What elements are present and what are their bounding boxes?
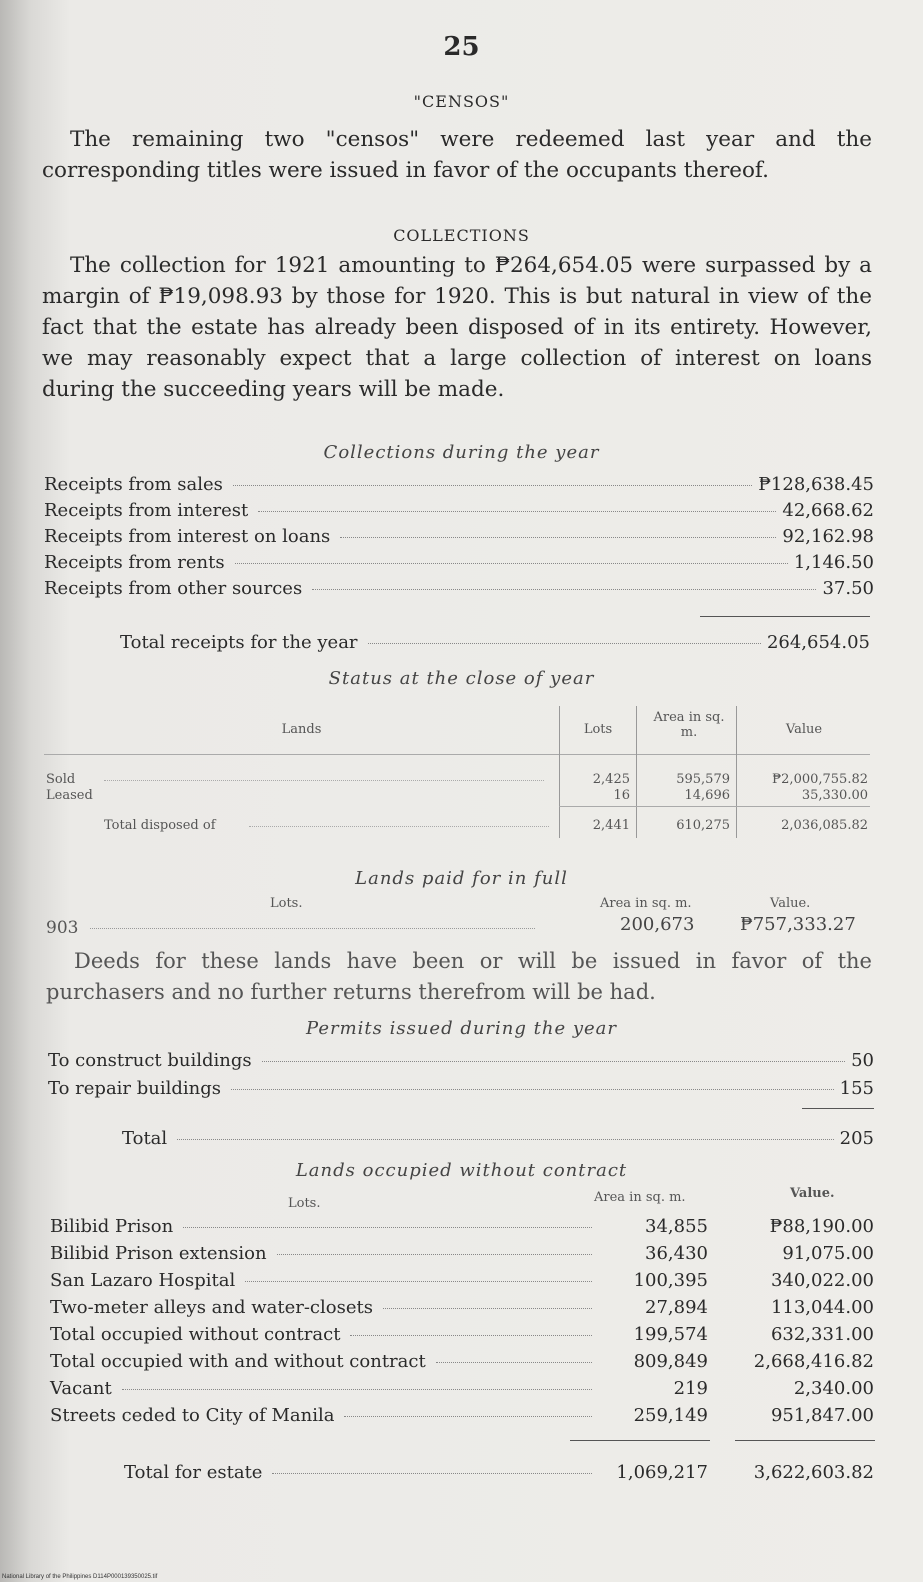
permits-total-row: Total 205 [122,1128,874,1149]
occupied-total-row: Total for estate 1,069,217 3,622,603.82 [124,1462,874,1483]
occupied-row: Total occupied with and without contract 809,849 2,668,416.82 [50,1351,874,1372]
status-total-cell: 2,036,085.82 [781,818,868,833]
collections-year-title: Collections during the year [323,442,600,463]
status-cell: 595,579 [676,772,730,787]
col-header-lots: Lots [583,722,613,737]
paid-full-value: ₱757,333.27 [740,914,856,935]
sum-rule [570,1440,710,1441]
permits-title: Permits issued during the year [306,1018,617,1039]
occupied-row: Two-meter alleys and water-closets 27,894 113,044.00 [50,1297,874,1318]
status-title: Status at the close of year [328,668,595,689]
receipt-row: Receipts from other sources 37.50 [44,578,874,599]
paid-full-area: 200,673 [620,914,695,935]
status-cell: 14,696 [684,788,730,803]
occupied-row: Vacant 219 2,340.00 [50,1378,874,1399]
status-cell: ₱2,000,755.82 [771,772,868,787]
occupied-row: Streets ceded to City of Manila 259,149 951,847.00 [50,1405,874,1426]
col-header-lands: Lands [281,722,322,737]
paid-full-header-lots: Lots. [270,896,303,911]
occupied-row: San Lazaro Hospital 100,395 340,022.00 [50,1270,874,1291]
receipt-row: Receipts from sales ₱128,638.45 [44,474,874,495]
paid-full-header-value: Value. [770,896,811,911]
sum-rule [802,1108,874,1109]
status-total-label: Total disposed of [104,818,216,833]
paid-full-header-area: Area in sq. m. [600,896,692,911]
occupied-title: Lands occupied without contract [295,1160,628,1181]
page-number: 25 [443,32,480,62]
status-cell: 2,425 [592,772,630,787]
receipt-row: Receipts from interest on loans 92,162.98 [44,526,874,547]
occupied-header-lots: Lots. [288,1196,321,1211]
occupied-row: Total occupied without contract 199,574 632,331.00 [50,1324,874,1345]
status-row-label: Leased [46,788,93,803]
occupied-row: Bilibid Prison 34,855 ₱88,190.00 [50,1216,874,1237]
paid-full-title: Lands paid for in full [355,868,568,889]
paid-full-lots: 903 [46,918,79,938]
occupied-row: Bilibid Prison extension 36,430 91,075.00 [50,1243,874,1264]
occupied-header-value: Value. [790,1186,835,1201]
receipt-row: Receipts from interest 42,668.62 [44,500,874,521]
censos-paragraph: The remaining two "censos" were redeemed last year and the corresponding titles were issued in favor of the occupants thereof. [42,127,872,183]
col-header-area: Area in sq. m. [653,710,725,740]
receipt-row: Receipts from rents 1,146.50 [44,552,874,573]
collections-heading: COLLECTIONS [393,226,530,245]
status-total-cell: 2,441 [592,818,630,833]
paid-full-paragraph: Deeds for these lands have been or will be issued in favor of the purchasers and no further returns therefrom will be had. [46,949,872,1004]
status-row-label: Sold [46,772,76,787]
status-cell: 16 [613,788,630,803]
permit-row: To construct buildings 50 [48,1050,874,1071]
status-cell: 35,330.00 [801,788,868,803]
col-header-value: Value [785,722,823,737]
sum-rule [735,1440,875,1441]
sum-rule [700,616,870,617]
scan-footer: National Library of the Philippines D114P000139350025.tif [2,1574,158,1580]
status-total-cell: 610,275 [676,818,730,833]
occupied-header-area: Area in sq. m. [594,1190,686,1205]
permit-row: To repair buildings 155 [48,1078,874,1099]
censos-heading: "CENSOS" [413,92,510,111]
collections-paragraph: The collection for 1921 amounting to ₱264,654.05 were surpassed by a margin of ₱19,098.93 by those for 1920. This is but natural in view of the fact that the estate has already been disposed of in its entirety. However, we may reasonably expect that a large collection of interest on loans during the succeeding years will be made. [42,253,872,402]
receipts-total-row: Total receipts for the year 264,654.05 [120,632,870,653]
